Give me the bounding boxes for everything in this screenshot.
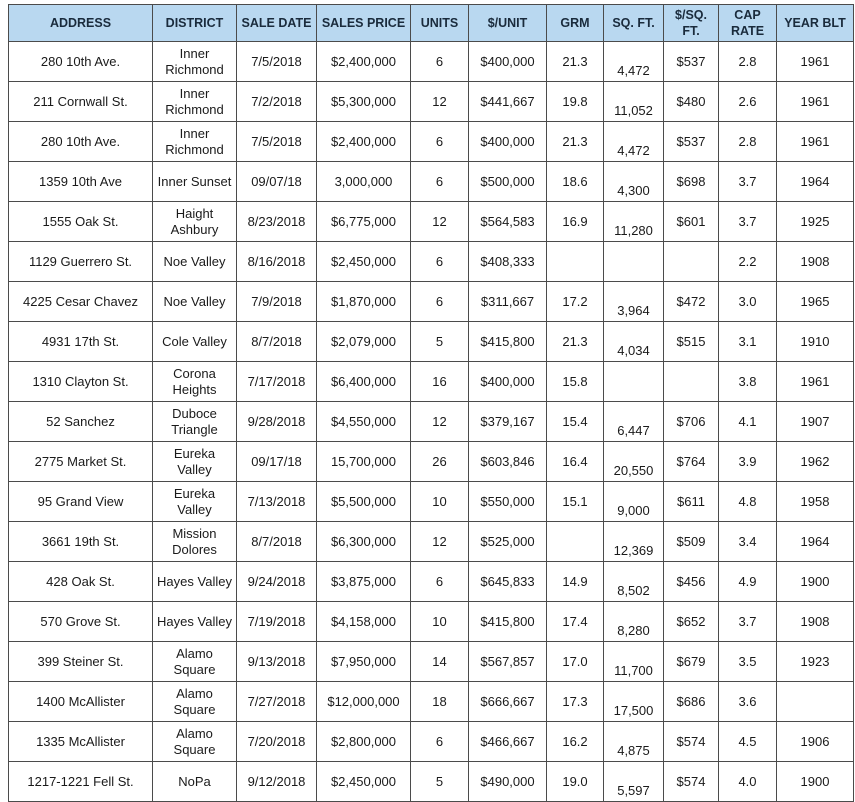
table-row [9,722,854,762]
year-built-cell: 1961 [777,362,854,402]
district-cell: Noe Valley [153,242,237,282]
table-row [9,762,854,802]
grm-cell: 17.3 [547,682,604,722]
sales-price-cell: $6,300,000 [317,522,411,562]
year-built-cell: 1900 [777,762,854,802]
units-cell: 18 [411,682,469,722]
price-per-sq-ft-cell: $686 [664,682,719,722]
sq-ft-cell: 4,034 [604,322,664,362]
units-cell: 12 [411,202,469,242]
cap-rate-cell: 3.7 [719,202,777,242]
district-cell: Eureka Valley [153,482,237,522]
district-cell: Alamo Square [153,682,237,722]
price-per-unit-cell: $525,000 [469,522,547,562]
district-cell: Inner Sunset [153,162,237,202]
sq-ft-cell: 11,052 [604,82,664,122]
header-district: DISTRICT [153,5,237,42]
units-cell: 12 [411,522,469,562]
price-per-unit-cell: $500,000 [469,162,547,202]
table-row [9,402,854,442]
district-cell: Mission Dolores [153,522,237,562]
header-cap-rate: CAP RATE [719,5,777,42]
sales-price-cell: 3,000,000 [317,162,411,202]
address-cell: 211 Cornwall St. [9,82,153,122]
year-built-cell: 1925 [777,202,854,242]
address-cell: 280 10th Ave. [9,42,153,82]
district-cell: Haight Ashbury [153,202,237,242]
sq-ft-cell: 9,000 [604,482,664,522]
cap-rate-cell: 2.8 [719,122,777,162]
sale-date-cell: 09/17/18 [237,442,317,482]
units-cell: 5 [411,762,469,802]
grm-cell: 15.1 [547,482,604,522]
sq-ft-cell: 4,875 [604,722,664,762]
district-cell: Cole Valley [153,322,237,362]
address-cell: 4931 17th St. [9,322,153,362]
year-built-cell: 1908 [777,242,854,282]
price-per-unit-cell: $441,667 [469,82,547,122]
sales-price-cell: $6,775,000 [317,202,411,242]
table-row [9,682,854,722]
table-row [9,122,854,162]
units-cell: 6 [411,282,469,322]
sale-date-cell: 7/5/2018 [237,42,317,82]
year-built-cell: 1962 [777,442,854,482]
cap-rate-cell: 3.6 [719,682,777,722]
address-cell: 1555 Oak St. [9,202,153,242]
units-cell: 6 [411,562,469,602]
year-built-cell: 1964 [777,162,854,202]
address-cell: 4225 Cesar Chavez [9,282,153,322]
price-per-unit-cell: $400,000 [469,122,547,162]
grm-cell: 19.8 [547,82,604,122]
cap-rate-cell: 4.0 [719,762,777,802]
district-cell: Duboce Triangle [153,402,237,442]
sales-price-cell: $1,870,000 [317,282,411,322]
district-cell: NoPa [153,762,237,802]
address-cell: 570 Grove St. [9,602,153,642]
units-cell: 6 [411,162,469,202]
address-cell: 1129 Guerrero St. [9,242,153,282]
sale-date-cell: 8/7/2018 [237,322,317,362]
table-row [9,362,854,402]
sq-ft-cell: 6,447 [604,402,664,442]
price-per-unit-cell: $550,000 [469,482,547,522]
cap-rate-cell: 4.1 [719,402,777,442]
sq-ft-cell: 4,472 [604,122,664,162]
cap-rate-cell: 2.6 [719,82,777,122]
year-built-cell: 1958 [777,482,854,522]
sale-date-cell: 7/2/2018 [237,82,317,122]
grm-cell: 21.3 [547,122,604,162]
year-built-cell: 1900 [777,562,854,602]
units-cell: 10 [411,482,469,522]
address-cell: 1335 McAllister [9,722,153,762]
cap-rate-cell: 2.2 [719,242,777,282]
grm-cell: 14.9 [547,562,604,602]
units-cell: 10 [411,602,469,642]
price-per-unit-cell: $415,800 [469,602,547,642]
year-built-cell: 1961 [777,82,854,122]
sales-price-cell: $3,875,000 [317,562,411,602]
sales-price-cell: $2,450,000 [317,242,411,282]
header-sales-price: SALES PRICE [317,5,411,42]
grm-cell: 15.4 [547,402,604,442]
sale-date-cell: 8/16/2018 [237,242,317,282]
district-cell: Hayes Valley [153,562,237,602]
sq-ft-cell: 11,280 [604,202,664,242]
cap-rate-cell: 3.0 [719,282,777,322]
price-per-unit-cell: $466,667 [469,722,547,762]
units-cell: 6 [411,122,469,162]
cap-rate-cell: 3.4 [719,522,777,562]
address-cell: 52 Sanchez [9,402,153,442]
units-cell: 6 [411,242,469,282]
address-cell: 1359 10th Ave [9,162,153,202]
sq-ft-cell: 4,472 [604,42,664,82]
table-row [9,642,854,682]
sale-date-cell: 8/23/2018 [237,202,317,242]
sales-price-cell: $2,450,000 [317,762,411,802]
district-cell: Corona Heights [153,362,237,402]
table-row [9,242,854,282]
units-cell: 6 [411,722,469,762]
grm-cell: 16.9 [547,202,604,242]
units-cell: 26 [411,442,469,482]
sales-price-cell: 15,700,000 [317,442,411,482]
sales-price-cell: $12,000,000 [317,682,411,722]
price-per-unit-cell: $400,000 [469,42,547,82]
year-built-cell: 1965 [777,282,854,322]
year-built-cell: 1907 [777,402,854,442]
price-per-sq-ft-cell: $698 [664,162,719,202]
year-built-cell [777,682,854,722]
price-per-sq-ft-cell: $537 [664,42,719,82]
price-per-sq-ft-cell: $652 [664,602,719,642]
units-cell: 12 [411,82,469,122]
address-cell: 2775 Market St. [9,442,153,482]
price-per-sq-ft-cell: $472 [664,282,719,322]
units-cell: 16 [411,362,469,402]
table-row [9,562,854,602]
header-price-per-unit: $/UNIT [469,5,547,42]
price-per-sq-ft-cell: $574 [664,722,719,762]
district-cell: Eureka Valley [153,442,237,482]
sale-date-cell: 09/07/18 [237,162,317,202]
sales-comps-table [8,4,854,802]
sales-price-cell: $2,079,000 [317,322,411,362]
sale-date-cell: 9/28/2018 [237,402,317,442]
sales-price-cell: $4,550,000 [317,402,411,442]
sq-ft-cell: 20,550 [604,442,664,482]
cap-rate-cell: 3.7 [719,162,777,202]
sq-ft-cell: 3,964 [604,282,664,322]
sale-date-cell: 7/13/2018 [237,482,317,522]
table-row [9,162,854,202]
cap-rate-cell: 3.1 [719,322,777,362]
sq-ft-cell [604,242,664,282]
sale-date-cell: 8/7/2018 [237,522,317,562]
header-sale-date: SALE DATE [237,5,317,42]
table-row [9,202,854,242]
price-per-sq-ft-cell: $480 [664,82,719,122]
price-per-sq-ft-cell: $574 [664,762,719,802]
header-grm: GRM [547,5,604,42]
sale-date-cell: 7/5/2018 [237,122,317,162]
grm-cell [547,522,604,562]
grm-cell: 16.4 [547,442,604,482]
header-year-built: YEAR BLT [777,5,854,42]
price-per-unit-cell: $408,333 [469,242,547,282]
year-built-cell: 1961 [777,122,854,162]
grm-cell: 17.2 [547,282,604,322]
sales-price-cell: $2,400,000 [317,42,411,82]
sale-date-cell: 7/9/2018 [237,282,317,322]
table-row [9,82,854,122]
price-per-unit-cell: $567,857 [469,642,547,682]
price-per-unit-cell: $415,800 [469,322,547,362]
sale-date-cell: 9/24/2018 [237,562,317,602]
units-cell: 12 [411,402,469,442]
year-built-cell: 1908 [777,602,854,642]
address-cell: 95 Grand View [9,482,153,522]
price-per-sq-ft-cell [664,242,719,282]
price-per-sq-ft-cell: $611 [664,482,719,522]
cap-rate-cell: 2.8 [719,42,777,82]
grm-cell: 19.0 [547,762,604,802]
price-per-sq-ft-cell: $537 [664,122,719,162]
header-sq-ft: SQ. FT. [604,5,664,42]
price-per-unit-cell: $400,000 [469,362,547,402]
cap-rate-cell: 4.9 [719,562,777,602]
price-per-unit-cell: $564,583 [469,202,547,242]
grm-cell [547,242,604,282]
cap-rate-cell: 3.8 [719,362,777,402]
price-per-unit-cell: $603,846 [469,442,547,482]
sales-price-cell: $2,800,000 [317,722,411,762]
year-built-cell: 1964 [777,522,854,562]
sale-date-cell: 7/20/2018 [237,722,317,762]
sale-date-cell: 7/27/2018 [237,682,317,722]
header-address: ADDRESS [9,5,153,42]
price-per-unit-cell: $666,667 [469,682,547,722]
address-cell: 1310 Clayton St. [9,362,153,402]
grm-cell: 15.8 [547,362,604,402]
sales-price-cell: $5,300,000 [317,82,411,122]
sq-ft-cell: 12,369 [604,522,664,562]
sq-ft-cell: 8,280 [604,602,664,642]
price-per-unit-cell: $311,667 [469,282,547,322]
district-cell: Inner Richmond [153,82,237,122]
sq-ft-cell: 8,502 [604,562,664,602]
district-cell: Inner Richmond [153,122,237,162]
sales-price-cell: $5,500,000 [317,482,411,522]
year-built-cell: 1923 [777,642,854,682]
table-row [9,482,854,522]
price-per-unit-cell: $645,833 [469,562,547,602]
sale-date-cell: 7/17/2018 [237,362,317,402]
grm-cell: 21.3 [547,322,604,362]
table-row [9,42,854,82]
header-row [9,5,854,42]
header-units: UNITS [411,5,469,42]
cap-rate-cell: 4.5 [719,722,777,762]
grm-cell: 17.4 [547,602,604,642]
sq-ft-cell [604,362,664,402]
price-per-sq-ft-cell: $764 [664,442,719,482]
price-per-sq-ft-cell [664,362,719,402]
district-cell: Hayes Valley [153,602,237,642]
address-cell: 428 Oak St. [9,562,153,602]
sales-price-cell: $4,158,000 [317,602,411,642]
price-per-sq-ft-cell: $601 [664,202,719,242]
address-cell: 1400 McAllister [9,682,153,722]
sales-price-cell: $2,400,000 [317,122,411,162]
sale-date-cell: 7/19/2018 [237,602,317,642]
sale-date-cell: 9/12/2018 [237,762,317,802]
units-cell: 14 [411,642,469,682]
address-cell: 280 10th Ave. [9,122,153,162]
grm-cell: 21.3 [547,42,604,82]
grm-cell: 17.0 [547,642,604,682]
district-cell: Noe Valley [153,282,237,322]
year-built-cell: 1961 [777,42,854,82]
table-row [9,522,854,562]
sales-price-cell: $6,400,000 [317,362,411,402]
table-body [9,42,854,802]
cap-rate-cell: 4.8 [719,482,777,522]
sq-ft-cell: 5,597 [604,762,664,802]
table-row [9,442,854,482]
price-per-sq-ft-cell: $456 [664,562,719,602]
year-built-cell: 1910 [777,322,854,362]
district-cell: Inner Richmond [153,42,237,82]
price-per-unit-cell: $379,167 [469,402,547,442]
units-cell: 5 [411,322,469,362]
sales-price-cell: $7,950,000 [317,642,411,682]
grm-cell: 16.2 [547,722,604,762]
table-row [9,602,854,642]
price-per-sq-ft-cell: $679 [664,642,719,682]
address-cell: 399 Steiner St. [9,642,153,682]
sq-ft-cell: 11,700 [604,642,664,682]
units-cell: 6 [411,42,469,82]
grm-cell: 18.6 [547,162,604,202]
table-row [9,282,854,322]
price-per-sq-ft-cell: $509 [664,522,719,562]
cap-rate-cell: 3.5 [719,642,777,682]
district-cell: Alamo Square [153,722,237,762]
sq-ft-cell: 17,500 [604,682,664,722]
sq-ft-cell: 4,300 [604,162,664,202]
price-per-sq-ft-cell: $706 [664,402,719,442]
address-cell: 3661 19th St. [9,522,153,562]
header-price-per-sq-ft: $/SQ. FT. [664,5,719,42]
year-built-cell: 1906 [777,722,854,762]
price-per-sq-ft-cell: $515 [664,322,719,362]
cap-rate-cell: 3.9 [719,442,777,482]
district-cell: Alamo Square [153,642,237,682]
cap-rate-cell: 3.7 [719,602,777,642]
table-row [9,322,854,362]
address-cell: 1217-1221 Fell St. [9,762,153,802]
sale-date-cell: 9/13/2018 [237,642,317,682]
price-per-unit-cell: $490,000 [469,762,547,802]
